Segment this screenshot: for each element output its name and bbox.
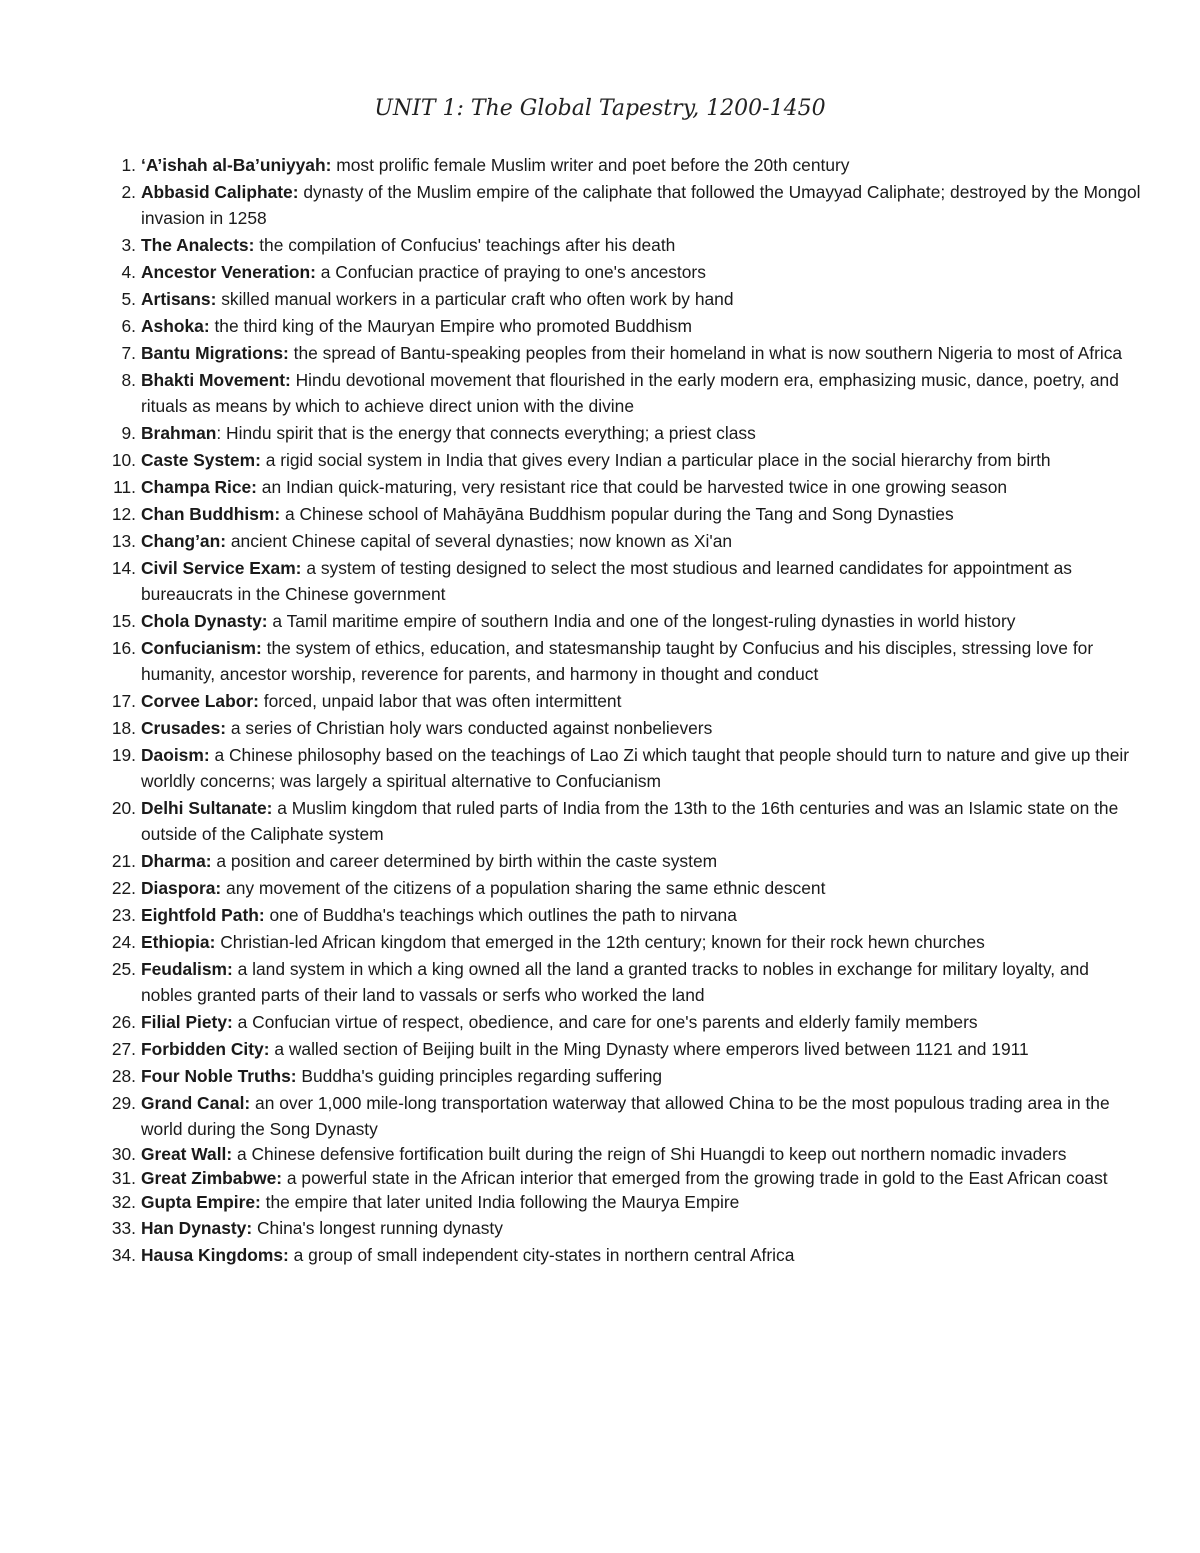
entry-number: 26.	[111, 1012, 136, 1032]
entry-number: 8.	[121, 370, 136, 390]
entry-number: 1.	[121, 155, 136, 175]
glossary-entry	[96, 1090, 1141, 1142]
entry-term: Chola Dynasty:	[141, 611, 268, 631]
entry-definition: a position and career determined by birth within the caste system	[211, 851, 718, 871]
entry-number: 5.	[121, 289, 136, 309]
entry-definition: China's longest running dynasty	[252, 1218, 503, 1238]
entry-definition: Christian-led African kingdom that emerged in the 12th century; known for their rock hewn churches	[215, 932, 985, 952]
entry-term: Eightfold Path:	[141, 905, 265, 925]
entry-term: Chang’an:	[141, 531, 227, 551]
entry-number: 6.	[121, 316, 136, 336]
entry-term: Ancestor Veneration:	[141, 262, 316, 282]
glossary-entry	[96, 259, 1141, 285]
glossary-entry	[96, 232, 1141, 258]
glossary-entry	[96, 152, 1141, 178]
entry-definition: a powerful state in the African interior that emerged from the growing trade in gold to the East African coast	[282, 1168, 1108, 1188]
entry-term: Filial Piety:	[141, 1012, 233, 1032]
entry-definition: forced, unpaid labor that was often intermittent	[258, 691, 622, 711]
entry-number: 15.	[111, 611, 136, 631]
entry-definition: dynasty of the Muslim empire of the caliphate that followed the Umayyad Caliphate; destroyed by the Mongol invasion in 1258	[141, 182, 1141, 228]
entry-term: Brahman	[141, 423, 217, 443]
entry-definition: an over 1,000 mile-long transportation waterway that allowed China to be the most populous trading area in the world during the Song Dynasty	[141, 1093, 1110, 1139]
glossary-entry	[96, 286, 1141, 312]
entry-number: 12.	[111, 504, 136, 524]
entry-number: 3.	[121, 235, 136, 255]
entry-number: 21.	[111, 851, 136, 871]
entry-definition: one of Buddha's teachings which outlines the path to nirvana	[264, 905, 737, 925]
glossary-entry	[96, 555, 1141, 607]
entry-number: 25.	[111, 959, 136, 979]
entry-definition: a Tamil maritime empire of southern India and one of the longest-ruling dynasties in world history	[267, 611, 1016, 631]
glossary-entry	[96, 1063, 1141, 1089]
entry-term: Champa Rice:	[141, 477, 257, 497]
entry-number: 31.	[111, 1168, 136, 1188]
glossary-entry	[96, 1143, 1141, 1165]
entry-definition: the third king of the Mauryan Empire who promoted Buddhism	[209, 316, 692, 336]
entry-term: Grand Canal:	[141, 1093, 251, 1113]
glossary-entry	[96, 956, 1141, 1008]
entry-term: Caste System:	[141, 450, 261, 470]
glossary-entry	[96, 715, 1141, 741]
glossary-entry	[96, 635, 1141, 687]
entry-number: 24.	[111, 932, 136, 952]
glossary-entry	[96, 367, 1141, 419]
entry-number: 28.	[111, 1066, 136, 1086]
glossary-entry	[96, 608, 1141, 634]
entry-number: 16.	[111, 638, 136, 658]
glossary-entry	[96, 1215, 1141, 1241]
entry-number: 7.	[121, 343, 136, 363]
glossary-entry	[96, 1167, 1141, 1189]
entry-term: Corvee Labor:	[141, 691, 259, 711]
entry-term: Great Zimbabwe:	[141, 1168, 283, 1188]
entry-definition: a rigid social system in India that gives every Indian a particular place in the social hierarchy from birth	[260, 450, 1051, 470]
entry-term: Ashoka:	[141, 316, 210, 336]
entry-number: 10.	[111, 450, 136, 470]
entry-term: Civil Service Exam:	[141, 558, 302, 578]
glossary-entry	[96, 474, 1141, 500]
glossary-entry	[96, 179, 1141, 231]
entry-number: 32.	[111, 1192, 136, 1212]
entry-number: 17.	[111, 691, 136, 711]
entry-term: Daoism:	[141, 745, 210, 765]
glossary-entry	[96, 929, 1141, 955]
entry-number: 2.	[121, 182, 136, 202]
entry-term: The Analects:	[141, 235, 255, 255]
glossary-entry	[96, 875, 1141, 901]
entry-term: Confucianism:	[141, 638, 262, 658]
glossary-entry	[96, 795, 1141, 847]
entry-term: Crusades:	[141, 718, 227, 738]
entry-definition: a series of Christian holy wars conducted against nonbelievers	[226, 718, 713, 738]
entry-term: Chan Buddhism:	[141, 504, 281, 524]
entry-term: Abbasid Caliphate:	[141, 182, 299, 202]
entry-number: 19.	[111, 745, 136, 765]
glossary-entry	[96, 742, 1141, 794]
entry-definition: ancient Chinese capital of several dynasties; now known as Xi'an	[226, 531, 733, 551]
entry-definition: Hindu devotional movement that flourished in the early modern era, emphasizing music, dance, poetry, and rituals as means by which to achieve direct union with the divine	[141, 370, 1119, 416]
entry-term: Bantu Migrations:	[141, 343, 289, 363]
entry-definition: a Chinese defensive fortification built during the reign of Shi Huangdi to keep out northern nomadic invaders	[232, 1144, 1067, 1164]
glossary-entry	[96, 528, 1141, 554]
entry-term: Four Noble Truths:	[141, 1066, 297, 1086]
entry-number: 20.	[111, 798, 136, 818]
entry-term: Han Dynasty:	[141, 1218, 253, 1238]
glossary-list	[96, 152, 1141, 1269]
entry-term: Forbidden City:	[141, 1039, 270, 1059]
entry-definition: an Indian quick-maturing, very resistant rice that could be harvested twice in one growing season	[256, 477, 1008, 497]
glossary-entry	[96, 902, 1141, 928]
entry-term: Great Wall:	[141, 1144, 233, 1164]
entry-number: 33.	[111, 1218, 136, 1238]
entry-definition: a Chinese school of Mahāyāna Buddhism popular during the Tang and Song Dynasties	[280, 504, 954, 524]
entry-number: 27.	[111, 1039, 136, 1059]
entry-definition: Buddha's guiding principles regarding suffering	[296, 1066, 663, 1086]
entry-definition: a Muslim kingdom that ruled parts of India from the 13th to the 16th centuries and was an Islamic state on the outside of the Caliphate system	[141, 798, 1119, 844]
glossary-entry	[96, 848, 1141, 874]
glossary-entry	[96, 688, 1141, 714]
entry-number: 30.	[111, 1144, 136, 1164]
entry-definition: a Confucian virtue of respect, obedience, and care for one's parents and elderly family members	[232, 1012, 978, 1032]
entry-definition: skilled manual workers in a particular craft who often work by hand	[216, 289, 734, 309]
entry-definition: a group of small independent city-states in northern central Africa	[288, 1245, 795, 1265]
glossary-entry	[96, 313, 1141, 339]
glossary-entry	[96, 1009, 1141, 1035]
entry-number: 23.	[111, 905, 136, 925]
entry-definition: a walled section of Beijing built in the Ming Dynasty where emperors lived between 1121 and 1911	[269, 1039, 1029, 1059]
glossary-entry	[96, 447, 1141, 473]
entry-definition: most prolific female Muslim writer and poet before the 20th century	[331, 155, 850, 175]
entry-definition: the spread of Bantu-speaking peoples from their homeland in what is now southern Nigeria to most of Africa	[288, 343, 1123, 363]
entry-number: 4.	[121, 262, 136, 282]
entry-definition: a Confucian practice of praying to one's ancestors	[315, 262, 706, 282]
glossary-entry	[96, 1191, 1141, 1213]
entry-number: 29.	[111, 1093, 136, 1113]
entry-term: Hausa Kingdoms:	[141, 1245, 289, 1265]
entry-term: Gupta Empire:	[141, 1192, 261, 1212]
glossary-entry	[96, 1242, 1141, 1268]
entry-term: ‘A’ishah al-Ba’uniyyah:	[141, 155, 332, 175]
entry-number: 14.	[111, 558, 136, 578]
entry-number: 34.	[111, 1245, 136, 1265]
page-title: UNIT 1: The Global Tapestry, 1200-1450	[374, 96, 826, 121]
entry-definition: a system of testing designed to select the most studious and learned candidates for appointment as bureaucrats in the Chinese government	[141, 558, 1072, 604]
entry-term: Dharma:	[141, 851, 212, 871]
entry-definition: a land system in which a king owned all the land a granted tracks to nobles in exchange for military loyalty, and nobles granted parts of their land to vassals or serfs who worked the land	[141, 959, 1089, 1005]
entry-term: Feudalism:	[141, 959, 233, 979]
glossary-entry	[96, 1036, 1141, 1062]
entry-term: Diaspora:	[141, 878, 222, 898]
glossary-entry	[96, 340, 1141, 366]
entry-number: 9.	[121, 423, 136, 443]
entry-definition: the empire that later united India following the Maurya Empire	[260, 1192, 740, 1212]
entry-definition: : Hindu spirit that is the energy that connects everything; a priest class	[216, 423, 756, 443]
glossary-entry	[96, 501, 1141, 527]
entry-term: Bhakti Movement:	[141, 370, 291, 390]
entry-number: 22.	[111, 878, 136, 898]
entry-term: Artisans:	[141, 289, 217, 309]
entry-number: 13.	[111, 531, 136, 551]
glossary-entry	[96, 420, 1141, 446]
entry-definition: any movement of the citizens of a population sharing the same ethnic descent	[221, 878, 826, 898]
entry-number: 11.	[113, 477, 136, 497]
entry-term: Delhi Sultanate:	[141, 798, 273, 818]
entry-term: Ethiopia:	[141, 932, 216, 952]
entry-number: 18.	[111, 718, 136, 738]
entry-definition: a Chinese philosophy based on the teachings of Lao Zi which taught that people should turn to nature and give up their worldly concerns; was largely a spiritual alternative to Confucianism	[141, 745, 1130, 791]
entry-definition: the system of ethics, education, and statesmanship taught by Confucius and his disciples, stressing love for humanity, ancestor worship, reverence for parents, and harmony in thought and conduct	[141, 638, 1094, 684]
entry-definition: the compilation of Confucius' teachings after his death	[254, 235, 676, 255]
